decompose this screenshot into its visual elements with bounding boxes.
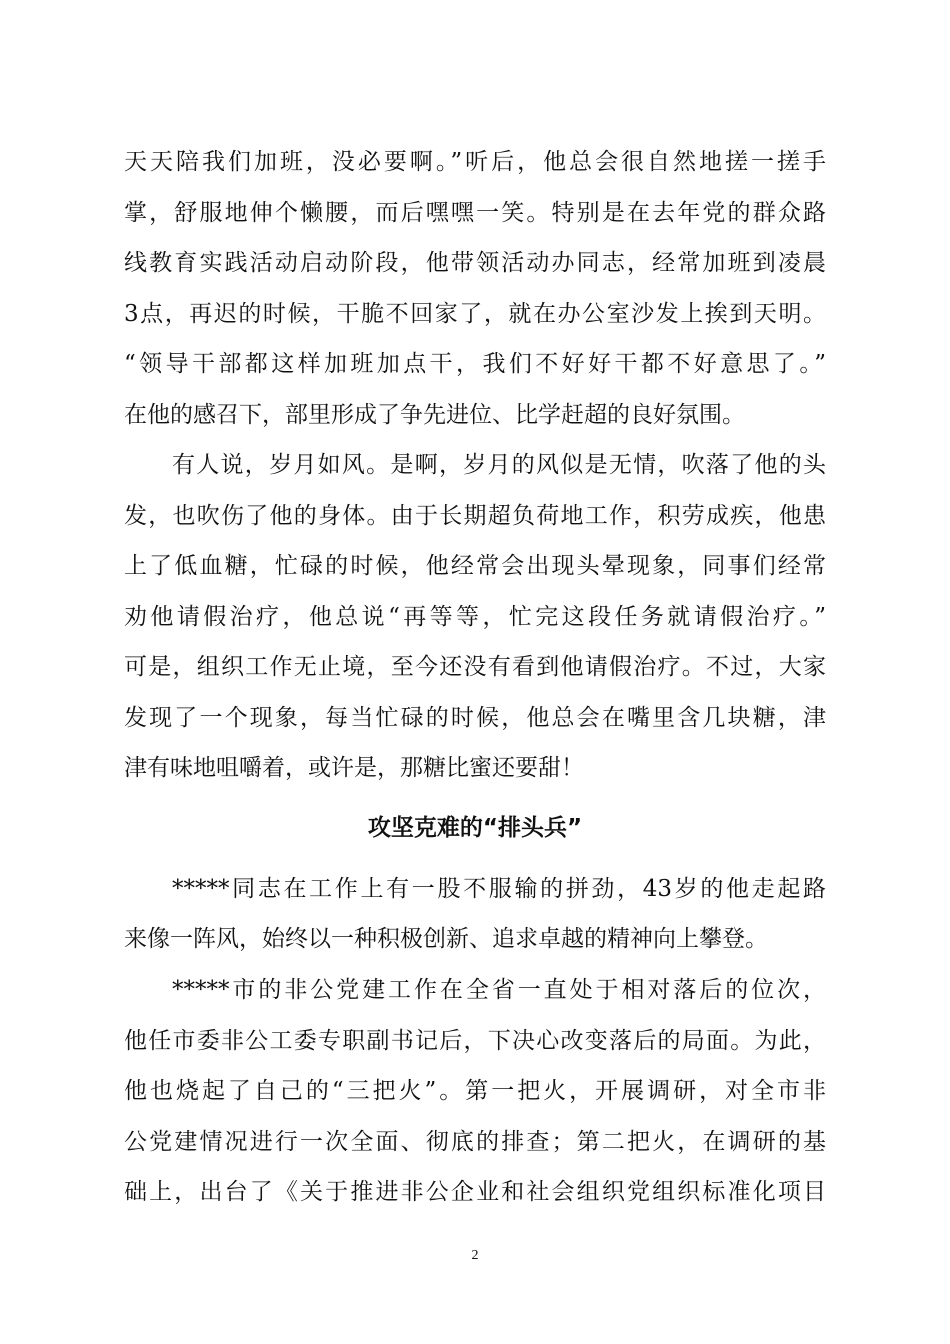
body-text-line: 础上，出台了《关于推进非公企业和社会组织党组织标准化项目 [124, 1179, 826, 1205]
body-text-line: 在他的感召下，部里形成了争先进位、比学赶超的良好氛围。 [124, 402, 745, 428]
body-text-line: 线教育实践活动启动阶段，他带领活动办同志，经常加班到凌晨 [124, 250, 826, 276]
body-text-line: 他也烧起了自己的“三把火”。第一把火，开展调研，对全市非 [124, 1078, 826, 1104]
body-text-line: 可是，组织工作无止境，至今还没有看到他请假治疗。不过，大家 [124, 654, 826, 680]
body-text-line: 劝他请假治疗，他总说“再等等，忙完这段任务就请假治疗。” [124, 604, 826, 630]
body-text-line: 发，也吹伤了他的身体。由于长期超负荷地工作，积劳成疾，他患 [124, 503, 826, 529]
body-text-line: 上了低血糖，忙碌的时候，他经常会出现头晕现象，同事们经常 [124, 553, 826, 579]
paragraph-first-line: *****市的非公党建工作在全省一直处于相对落后的位次， [172, 977, 826, 1003]
paragraph-first-line: *****同志在工作上有一股不服输的拼劲，43岁的他走起路 [172, 876, 826, 902]
body-text-line: 掌，舒服地伸个懒腰，而后嘿嘿一笑。特别是在去年党的群众路 [124, 200, 826, 226]
section-heading: 攻坚克难的“排头兵” [367, 815, 583, 841]
page-number: 2 [471, 1248, 479, 1263]
body-text-line: 他任市委非公工委专职副书记后，下决心改变落后的局面。为此， [124, 1028, 826, 1054]
paragraph-first-line: 有人说，岁月如风。是啊，岁月的风似是无情，吹落了他的头 [172, 452, 826, 478]
body-text-line: 公党建情况进行一次全面、彻底的排查；第二把火，在调研的基 [124, 1129, 826, 1155]
body-text-line: 天天陪我们加班，没必要啊。”听后，他总会很自然地搓一搓手 [124, 149, 826, 175]
body-text-line: 津有味地咀嚼着，或许是，那糖比蜜还要甜！ [124, 755, 584, 781]
body-text-line: 来像一阵风，始终以一种积极创新、追求卓越的精神向上攀登。 [124, 926, 768, 952]
body-text-line: 发现了一个现象，每当忙碌的时候，他总会在嘴里含几块糖，津 [124, 705, 826, 731]
body-text-line: “领导干部都这样加班加点干，我们不好好干都不好意思了。” [124, 351, 826, 377]
body-text-line: 3点，再迟的时候，干脆不回家了，就在办公室沙发上挨到天明。 [124, 301, 826, 327]
